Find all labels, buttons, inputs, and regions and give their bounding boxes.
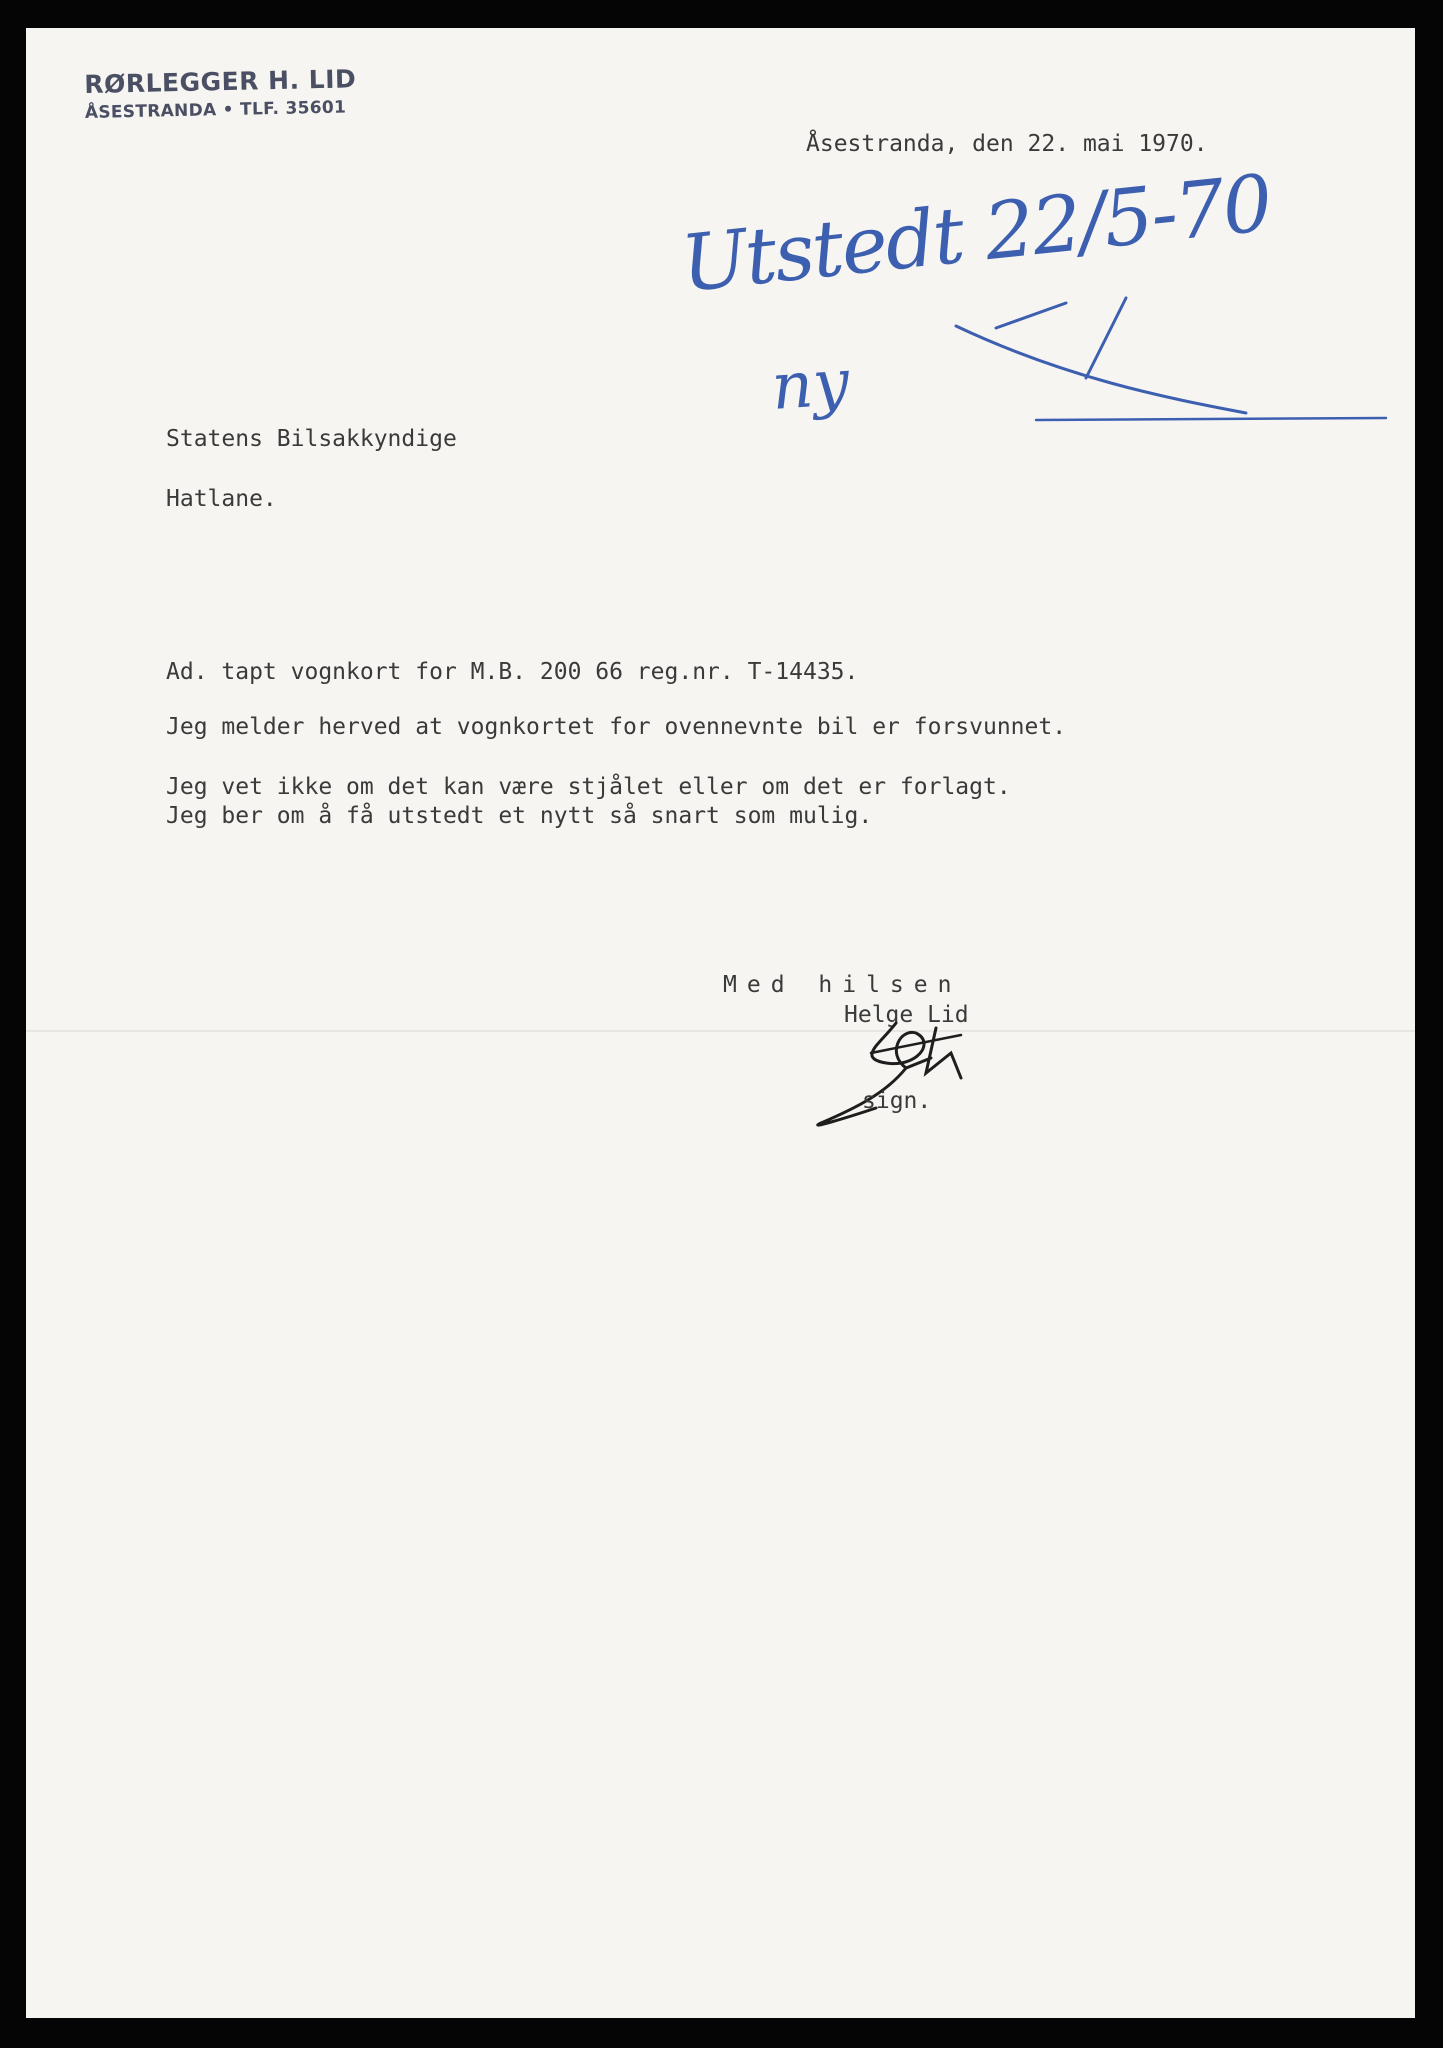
body-paragraph: Jeg vet ikke om det kan være stjålet eller om det er forlagt. xyxy=(166,774,1011,800)
recipient-place: Hatlane. xyxy=(166,486,277,512)
recipient-name: Statens Bilsakkyndige xyxy=(166,426,457,452)
handwritten-signature xyxy=(786,1013,1046,1153)
signature-label: sign. xyxy=(862,1088,932,1114)
body-paragraph: Jeg melder herved at vognkortet for ovennevnte bil er forsvunnet. xyxy=(166,714,1067,740)
annotation-line-issued: Utstedt 22/5-70 xyxy=(677,158,1275,310)
letterhead-address-phone: ÅSESTRANDA • TLF. 35601 xyxy=(84,97,347,123)
subject-line: Ad. tapt vognkort for M.B. 200 66 reg.nr. T-14435. xyxy=(166,659,859,685)
letterhead-company: RØRLEGGER H. LID xyxy=(84,64,357,99)
signer-name: Helge Lid xyxy=(844,1002,969,1028)
body-paragraph: Jeg ber om å få utstedt et nytt så snart som mulig. xyxy=(166,803,873,829)
letterhead-stamp xyxy=(84,64,357,123)
annotation-line-new: ny xyxy=(769,345,852,425)
handwritten-annotation xyxy=(646,158,1406,468)
closing-greeting: Med hilsen xyxy=(723,972,962,998)
letter-paper xyxy=(26,28,1415,2018)
date-line: Åsestranda, den 22. mai 1970. xyxy=(806,131,1208,157)
paper-fold-line xyxy=(26,1030,1415,1032)
